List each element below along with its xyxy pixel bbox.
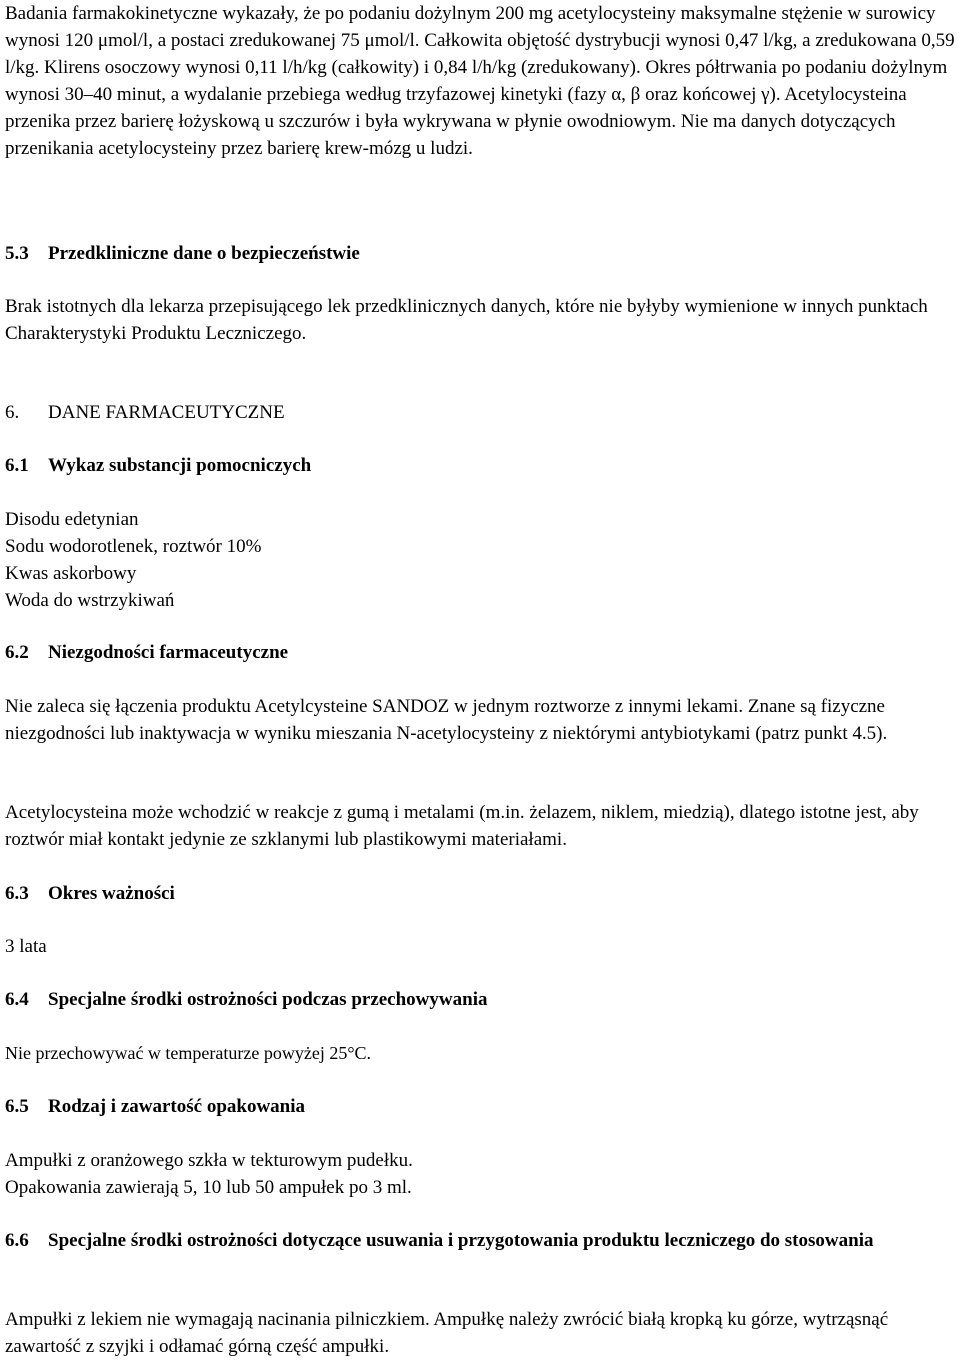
list-item: Kwas askorbowy <box>5 563 137 584</box>
section-6-3-heading <box>5 880 955 907</box>
section-title: Specjalne środki ostrożności podczas przechowywania <box>48 989 488 1010</box>
section-title: Specjalne środki ostrożności dotyczące usuwania i przygotowania produktu leczniczego do stosowania <box>48 1230 874 1251</box>
section-6-2-text-2: Acetylocysteina może wchodzić w reakcje z gumą i metalami (m.in. żelazem, niklem, miedzią), dlatego istotne jest, aby roztwór miał kontakt jedynie ze szklanymi lub plastikowymi materiałami. <box>5 802 919 850</box>
section-5-3-text: Brak istotnych dla lekarza przepisującego lek przedklinicznych danych, które nie byłyby wymienione w innych punktach Charakterystyki Produktu Leczniczego. <box>5 296 928 344</box>
excipients-list <box>5 506 955 614</box>
section-5-3-heading <box>5 240 955 267</box>
section-title: Rodzaj i zawartość opakowania <box>48 1096 306 1117</box>
section-6-4-heading <box>5 986 955 1013</box>
list-item: Woda do wstrzykiwań <box>5 590 175 611</box>
section-number: 6.6 <box>5 1230 29 1251</box>
section-6-2-text-1: Nie zaleca się łączenia produktu Acetylcysteine SANDOZ w jednym roztworze z innymi lekami. Znane są fizyczne niezgodności lub inaktywacja w wyniku mieszania N-acetylocysteiny z niektórymi antybiotykami (patrz punkt 4.5). <box>5 696 888 744</box>
section-title: Wykaz substancji pomocniczych <box>48 455 312 476</box>
section-number: 6.5 <box>5 1096 29 1117</box>
section-number: 6.1 <box>5 455 29 476</box>
section-number: 6. <box>5 402 20 423</box>
section-6-6-heading <box>5 1227 955 1254</box>
section-6-4-text: Nie przechowywać w temperaturze powyżej 25°C. <box>5 1043 372 1063</box>
section-6-3-text: 3 lata <box>5 936 47 957</box>
section-title: DANE FARMACEUTYCZNE <box>48 402 285 423</box>
section-6-5-text-1: Ampułki z oranżowego szkła w tekturowym pudełku. <box>5 1150 413 1171</box>
section-6-6-text: Ampułki z lekiem nie wymagają nacinania pilniczkiem. Ampułkę należy zwrócić białą kropką ku górze, wytrząsnąć zawartość z szyjki i odłamać górną część ampułki. <box>5 1309 889 1357</box>
list-item: Sodu wodorotlenek, roztwór 10% <box>5 536 262 557</box>
section-number: 6.3 <box>5 883 29 904</box>
section-number: 5.3 <box>5 243 29 264</box>
section-6-5-heading <box>5 1093 955 1120</box>
section-title: Przedkliniczne dane o bezpieczeństwie <box>48 243 360 264</box>
section-6-2-heading <box>5 639 955 666</box>
section-number: 6.4 <box>5 989 29 1010</box>
section-title: Niezgodności farmaceutyczne <box>48 642 289 663</box>
list-item: Disodu edetynian <box>5 509 139 530</box>
section-6-1-heading <box>5 452 955 479</box>
section-number: 6.2 <box>5 642 29 663</box>
section-6-5-text-2: Opakowania zawierają 5, 10 lub 50 ampułek po 3 ml. <box>5 1177 412 1198</box>
section-6-heading <box>5 399 955 426</box>
section-title: Okres ważności <box>48 883 175 904</box>
pharmacokinetics-paragraph: Badania farmakokinetyczne wykazały, że po podaniu dożylnym 200 mg acetylocysteiny maksymalne stężenie w surowicy wynosi 120 μmol/l, a postaci zredukowanej 75 μmol/l. Całkowita objętość dystrybucji wynosi 0,47 l/kg, a zredukowana 0,59 l/kg. Klirens osoczowy wynosi 0,11 l/h/kg (całkowity) i 0,84 l/h/kg (zredukowany). Okres półtrwania po podaniu dożylnym wynosi 30–40 minut, a wydalanie przebiega według trzyfazowej kinetyki (fazy α, β oraz końcowej γ). Acetylocysteina przenika przez barierę łożyskową u szczurów i była wykrywana w płynie owodniowym. Nie ma danych dotyczących przenikania acetylocysteiny przez barierę krew-mózg u ludzi. <box>5 3 955 159</box>
